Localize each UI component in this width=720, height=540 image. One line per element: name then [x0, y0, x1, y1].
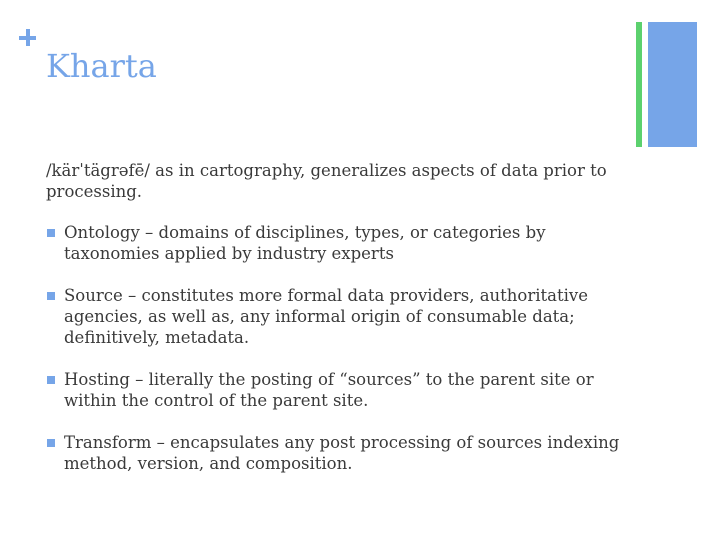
bullet-item-ontology — [46, 222, 646, 264]
plus-icon-vertical — [26, 29, 30, 46]
bullet-square-icon — [47, 439, 55, 447]
decorative-green-bar — [636, 22, 642, 147]
intro-text: /kärˈtägrəfē/ as in cartography, generalizes aspects of data prior to processing. — [46, 161, 607, 201]
slide-title: Kharta — [46, 47, 157, 85]
bullet-text: Transform – encapsulates any post processing of sources indexing method, version, and composition. — [64, 433, 620, 473]
plus-icon — [16, 26, 40, 50]
bullet-square-icon — [47, 376, 55, 384]
bullet-text: Hosting – literally the posting of “sources” to the parent site or within the control of the parent site. — [64, 370, 594, 410]
bullet-text: Source – constitutes more formal data providers, authoritative agencies, as well as, any informal origin of consumable data; definitively, metadata. — [64, 286, 588, 347]
bullet-item-source — [46, 285, 646, 348]
bullet-text: Ontology – domains of disciplines, types, or categories by taxonomies applied by industry experts — [64, 223, 546, 263]
decorative-blue-bar — [648, 22, 697, 147]
bullet-square-icon — [47, 292, 55, 300]
slide-content — [46, 160, 646, 495]
bullet-item-transform — [46, 432, 646, 474]
bullet-square-icon — [47, 229, 55, 237]
bullet-item-hosting — [46, 369, 646, 411]
bullet-list — [46, 222, 646, 474]
